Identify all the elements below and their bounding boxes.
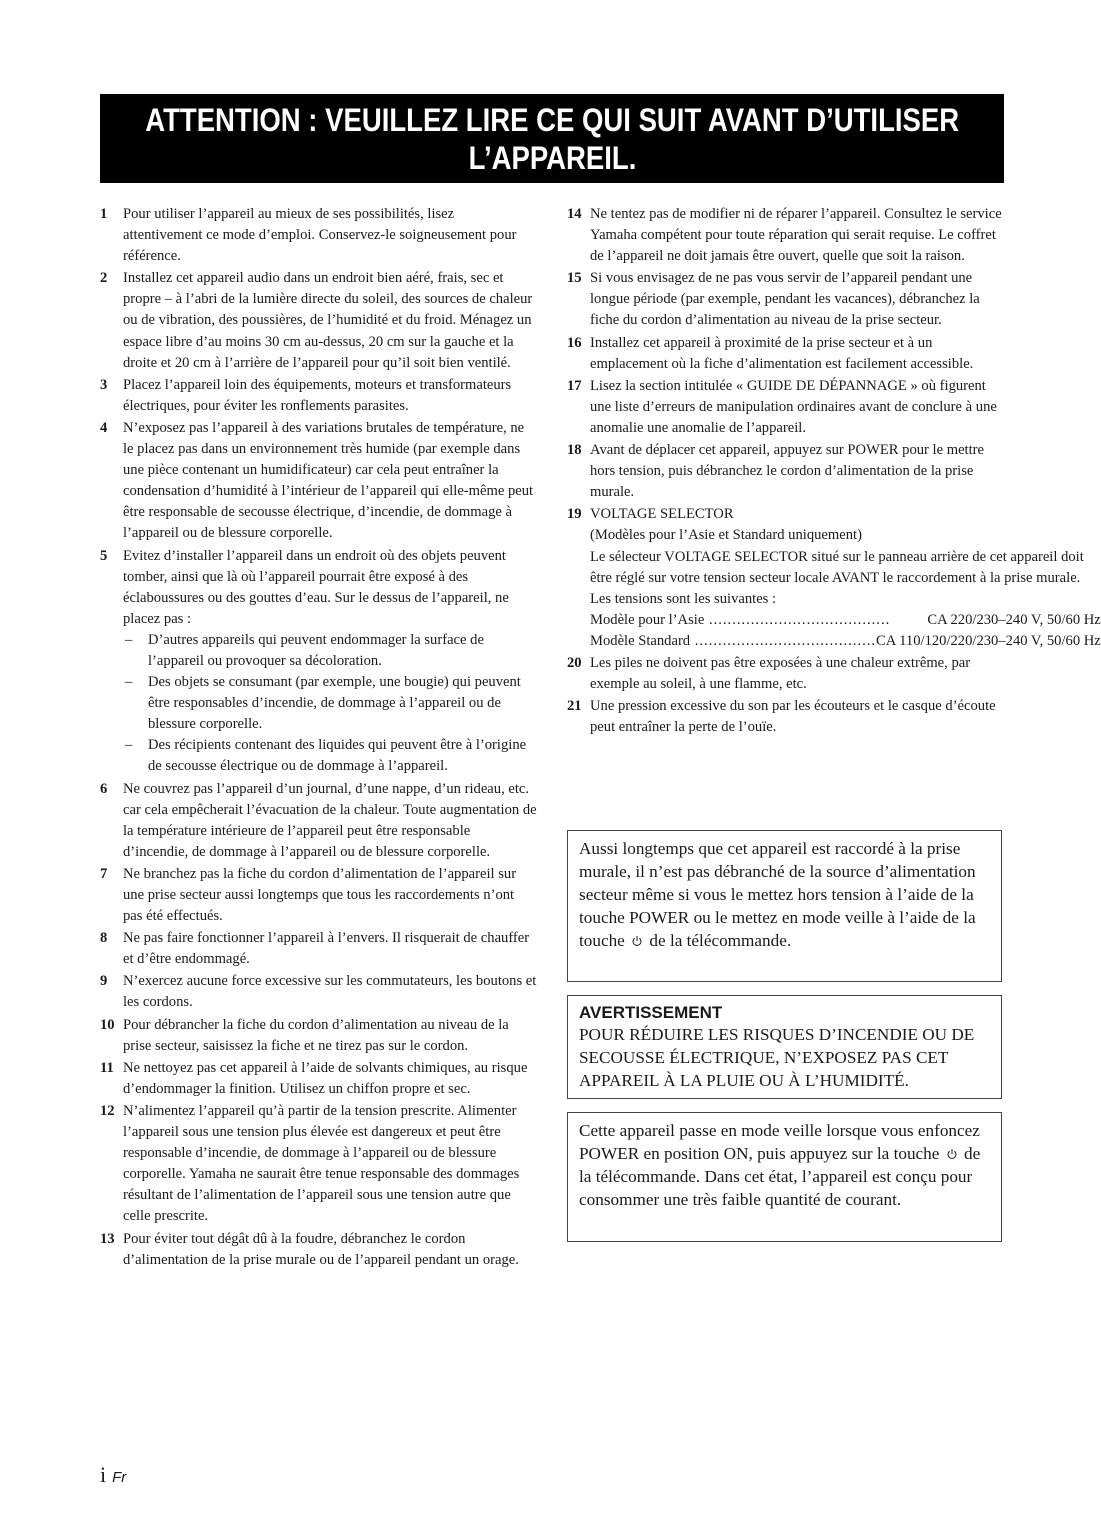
- item-text: Les piles ne doivent pas être exposées à une chaleur extrême, par exemple au soleil, à une flamme, etc.: [590, 654, 971, 693]
- notice-text-a: Cette appareil passe en mode veille lorsque vous enfoncez POWER en position ON, puis appuyez sur la touche: [579, 1121, 980, 1164]
- right-column: [567, 204, 1101, 739]
- page-footer: [100, 1462, 126, 1488]
- item-text: Lisez la section intitulée « GUIDE DE DÉPANNAGE » où figurent une liste d’erreurs de manipulation ordinaires avant de conclure à une anomalie une anomalie de l’appareil.: [590, 377, 997, 436]
- notice-text: [579, 1119, 990, 1211]
- notice-text-b: de la télécommande. Dans cet état, l’appareil est conçu pour consommer une très faible quantité de courant.: [579, 1144, 981, 1210]
- list-item: [567, 268, 1007, 331]
- item-number: 1: [100, 206, 108, 222]
- list-item: [100, 268, 537, 373]
- item-number: 18: [567, 442, 582, 459]
- item-number: 8: [100, 930, 108, 947]
- page-number: i: [100, 1462, 107, 1487]
- item-number: 19: [567, 506, 582, 523]
- sub-item-text: Des objets se consumant (par exemple, une bougie) qui peuvent être responsables d’incendie, de dommage à l’appareil ou de blessure corporelle.: [148, 674, 521, 733]
- standby-consumption-box: [567, 1112, 1002, 1242]
- item-number: 16: [567, 334, 582, 351]
- list-item: [567, 376, 1007, 439]
- warning-box: [567, 995, 1002, 1099]
- dash-bullet: –: [125, 674, 133, 691]
- dash-bullet: –: [125, 631, 133, 648]
- item-number: 9: [100, 973, 108, 990]
- list-item: [100, 864, 537, 927]
- model-voltage: CA 110/120/220/230–240 V, 50/60 Hz: [876, 632, 1101, 649]
- dash-bullet: –: [125, 737, 133, 754]
- item-title: VOLTAGE SELECTOR: [590, 506, 734, 523]
- voltage-row-standard: [590, 631, 1101, 652]
- sub-item: [123, 735, 537, 777]
- list-item: [100, 375, 537, 417]
- item-text: Evitez d’installer l’appareil dans un endroit où des objets peuvent tomber, ainsi que là où l’appareil pourrait être exposé à des éclaboussures ou des gouttes d’eau. Sur le dessus de l’appareil, ne placez pas :: [123, 547, 509, 627]
- warning-text: POUR RÉDUIRE LES RISQUES D’INCENDIE OU DE SECOUSSE ÉLECTRIQUE, N’EXPOSEZ PAS CET APPAREIL À LA PLUIE OU À L’HUMIDITÉ.: [579, 1025, 975, 1091]
- item-text: Si vous envisagez de ne pas vous servir de l’appareil pendant une longue période (par exemple, pendant les vacances), débranchez la fiche du cordon d’alimentation au niveau de la prise secteur.: [590, 270, 980, 329]
- list-item: [567, 440, 1007, 503]
- dot-leader: .......................................: [704, 611, 891, 628]
- title-line-2: L’APPAREIL.: [468, 139, 636, 176]
- list-item: [567, 204, 1007, 267]
- item-text: N’exposez pas l’appareil à des variations brutales de température, ne le placez pas dans un environnement très humide (par exemple dans une pièce contenant un humidificateur) car cela peut entraîner la condensation d’humidité à l’intérieur de l’appareil qui elle-même peut être responsable de secousse électrique, d’incendie, de dommage à l’appareil ou de blessure corporelle.: [123, 419, 534, 542]
- item-number: 17: [567, 377, 582, 394]
- model-voltage: CA 220/230–240 V, 50/60 Hz: [927, 611, 1101, 628]
- sub-item-text: D’autres appareils qui peuvent endommager la surface de l’appareil ou provoquer sa décoloration.: [148, 631, 484, 669]
- list-item: [100, 418, 537, 545]
- item-number: 5: [100, 547, 108, 564]
- item-text: Ne pas faire fonctionner l’appareil à l’envers. Il risquerait de chauffer et d’être endommagé.: [123, 930, 530, 968]
- item-number: 4: [100, 419, 108, 436]
- notice-text-a: Aussi longtemps que cet appareil est raccordé à la prise murale, il n’est pas débranché de la source d’alimentation secteur même si vous le mettez hors tension à l’aide de la touche POWER ou le mettez en mode veille à l’aide de la touche: [579, 839, 976, 951]
- item-number: 2: [100, 270, 108, 287]
- item-text: Ne branchez pas la fiche du cordon d’alimentation de l’appareil sur une prise secteur aussi longtemps que tous les raccordements n’ont pas été effectués.: [123, 865, 517, 925]
- notice-text: [579, 837, 990, 952]
- list-item: [567, 504, 1101, 652]
- list-item: [100, 1229, 537, 1271]
- list-item: [100, 928, 537, 970]
- list-item: [100, 204, 537, 267]
- item-number: 20: [567, 654, 582, 671]
- item-number: 13: [100, 1230, 115, 1247]
- list-item: [100, 1058, 537, 1100]
- item-number: 3: [100, 376, 108, 393]
- notice-text-b: de la télécommande.: [649, 931, 792, 951]
- item-text: Pour utiliser l’appareil au mieux de ses possibilités, lisez attentivement ce mode d’emploi. Conservez-le soigneusement pour référence.: [123, 206, 517, 265]
- item-text: Ne couvrez pas l’appareil d’un journal, d’une nappe, d’un rideau, etc. car cela empêcherait l’évacuation de la chaleur. Toute augmentation de la température intérieure de l’appareil peut être responsable d’incendie, de dommage à l’appareil ou de blessure corporelle.: [123, 780, 537, 860]
- item-number: 21: [567, 698, 582, 715]
- list-item: [567, 333, 1007, 375]
- item-text: N’exercez aucune force excessive sur les commutateurs, les boutons et les cordons.: [123, 973, 537, 1011]
- list-item: [567, 653, 1007, 695]
- item-text: Installez cet appareil à proximité de la prise secteur et à un emplacement où la fiche d’alimentation est facilement accessible.: [590, 334, 974, 372]
- sub-item: [123, 630, 537, 672]
- standby-power-icon: [631, 935, 643, 947]
- left-column: [100, 204, 537, 1272]
- item-text: Pour débrancher la fiche du cordon d’alimentation au niveau de la prise secteur, saisissez la fiche et ne tirez pas sur le cordon.: [123, 1016, 509, 1054]
- item-text: Installez cet appareil audio dans un endroit bien aéré, frais, sec et propre – à l’abri de la lumière directe du soleil, des sources de chaleur ou de vibration, des poussières, de l’humidité et du froid. Ménagez un espace libre d’au moins 30 cm au-dessus, 20 cm sur la gauche et la droite et 20 cm à l’arrière de l’appareil pour qu’il soit bien ventilé.: [123, 270, 533, 371]
- model-label: Modèle pour l’Asie: [590, 611, 705, 628]
- language-code: Fr: [112, 1469, 127, 1486]
- item-number: 12: [100, 1102, 115, 1119]
- dot-leader: .......................................: [690, 632, 877, 649]
- standby-notice-box: [567, 830, 1002, 982]
- item-text: Une pression excessive du son par les écouteurs et le casque d’écoute peut entraîner la perte de l’ouïe.: [590, 698, 996, 736]
- item-text: Avant de déplacer cet appareil, appuyez sur POWER pour le mettre hors tension, puis débranchez le cordon d’alimentation de la prise murale.: [590, 442, 985, 501]
- item-text: Le sélecteur VOLTAGE SELECTOR situé sur le panneau arrière de cet appareil doit être réglé sur votre tension secteur locale AVANT le raccordement à la prise murale. Les tensions sont les suivantes :: [590, 548, 1084, 607]
- item-body: [123, 546, 537, 778]
- item-subtitle: (Modèles pour l’Asie et Standard uniquement): [590, 527, 862, 544]
- warning-title: AVERTISSEMENT: [579, 1003, 723, 1022]
- sub-item-text: Des récipients contenant des liquides qui peuvent être à l’origine de secousse électrique ou de dommage à l’appareil.: [148, 737, 527, 775]
- sub-item: [123, 672, 537, 735]
- item-text: N’alimentez l’appareil qu’à partir de la tension prescrite. Alimenter l’appareil sous une tension plus élevée est dangereux et peut être responsable d’incendie, de dommage à l’appareil ou de blessure corporelle. Yamaha ne saurait être tenue responsable des dommages résultant de l’alimentation de l’appareil sous une tension autre que celle prescrite.: [123, 1102, 520, 1225]
- item-text: Ne nettoyez pas cet appareil à l’aide de solvants chimiques, au risque d’endommager la finition. Utilisez un chiffon propre et sec.: [123, 1059, 528, 1097]
- item-number: 14: [567, 206, 582, 222]
- item-text: Placez l’appareil loin des équipements, moteurs et transformateurs électriques, pour éviter les ronflements parasites.: [123, 376, 512, 414]
- model-label: Modèle Standard: [590, 632, 691, 649]
- list-item: [100, 546, 537, 778]
- list-item: [100, 971, 537, 1013]
- list-item: [567, 696, 1007, 738]
- item-number: 10: [100, 1016, 115, 1033]
- item-text: Pour éviter tout dégât dû à la foudre, débranchez le cordon d’alimentation de la prise murale ou de l’appareil pendant un orage.: [123, 1230, 519, 1268]
- list-item: [100, 1015, 537, 1057]
- item-text: Ne tentez pas de modifier ni de réparer l’appareil. Consultez le service Yamaha compétent pour toute réparation qui serait requise. Le coffret de l’appareil ne doit jamais être ouvert, quelle que soit la raison.: [590, 206, 1002, 265]
- standby-power-icon: [946, 1148, 958, 1160]
- title-line-1: ATTENTION : VEUILLEZ LIRE CE QUI SUIT AVANT D’UTILISER: [145, 101, 959, 138]
- page-title: [100, 94, 1004, 183]
- item-body: [590, 504, 1101, 652]
- item-number: 6: [100, 780, 108, 797]
- item-number: 7: [100, 865, 108, 882]
- item-number: 11: [100, 1059, 114, 1076]
- item-number: 15: [567, 270, 582, 287]
- list-item: [100, 779, 537, 863]
- voltage-row-asia: [590, 610, 1101, 631]
- list-item: [100, 1101, 537, 1228]
